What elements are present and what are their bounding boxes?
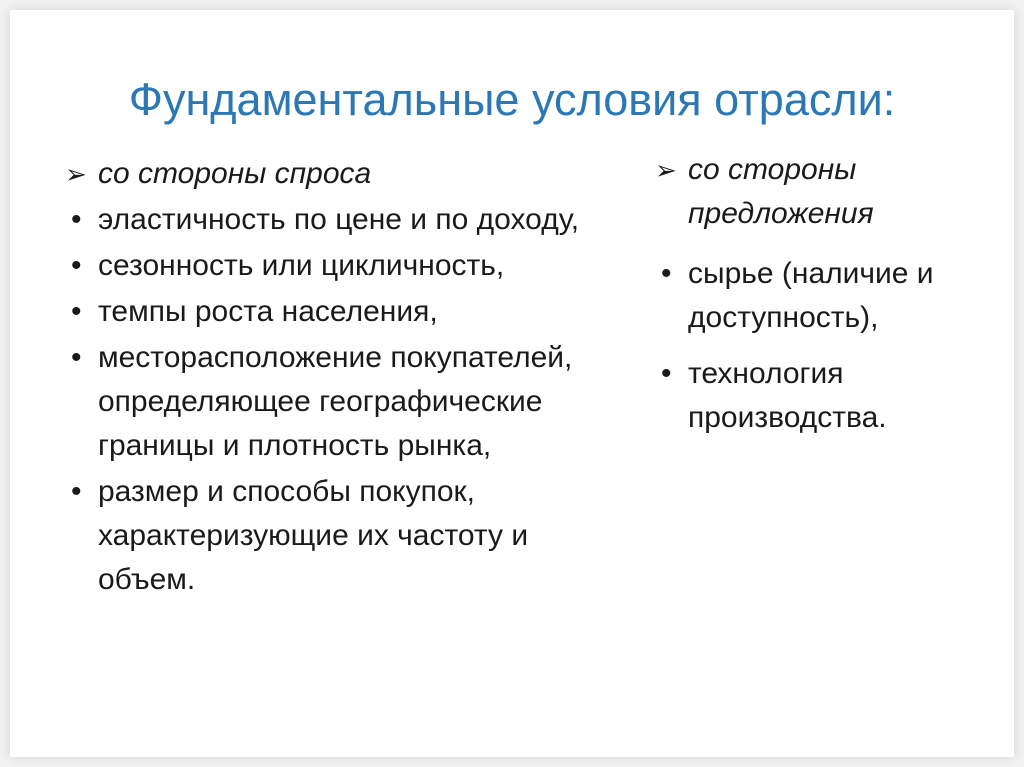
- list-item: [65, 336, 605, 468]
- demand-list: [65, 198, 605, 602]
- arrow-bullet-icon: ➢: [65, 159, 87, 189]
- list-item-text: технология производства.: [688, 357, 887, 434]
- list-item-text: темпы роста населения,: [98, 295, 438, 328]
- list-item: [65, 198, 605, 242]
- list-item-text: месторасположение покупателей, определяющее географические границы и плотность рынка,: [98, 341, 573, 462]
- supply-column: [655, 148, 975, 452]
- bullet-icon: •: [71, 203, 82, 236]
- bullet-icon: •: [71, 249, 82, 282]
- list-item: [655, 252, 975, 340]
- list-item: [65, 244, 605, 288]
- demand-heading: [65, 152, 605, 196]
- list-item-text: размер и способы покупок, характеризующие их частоту и объем.: [98, 475, 529, 596]
- list-item: [65, 290, 605, 334]
- bullet-icon: •: [71, 341, 82, 374]
- supply-heading-text: со стороны предложения: [688, 153, 874, 230]
- supply-heading: [655, 148, 975, 236]
- list-item-text: сезонность или цикличность,: [98, 249, 505, 282]
- list-item: [655, 352, 975, 440]
- supply-list: [655, 252, 975, 440]
- bullet-icon: •: [71, 295, 82, 328]
- bullet-icon: •: [71, 475, 82, 508]
- demand-heading-text: со стороны спроса: [98, 157, 372, 190]
- slide-title: Фундаментальные условия отрасли:: [128, 74, 896, 125]
- list-item: [65, 470, 605, 602]
- bullet-icon: •: [661, 257, 672, 290]
- bullet-icon: •: [661, 357, 672, 390]
- list-item-text: сырье (наличие и доступность),: [688, 257, 934, 334]
- arrow-bullet-icon: ➢: [655, 155, 677, 185]
- demand-column: [65, 152, 605, 604]
- list-item-text: эластичность по цене и по доходу,: [98, 203, 580, 236]
- slide: [10, 10, 1014, 757]
